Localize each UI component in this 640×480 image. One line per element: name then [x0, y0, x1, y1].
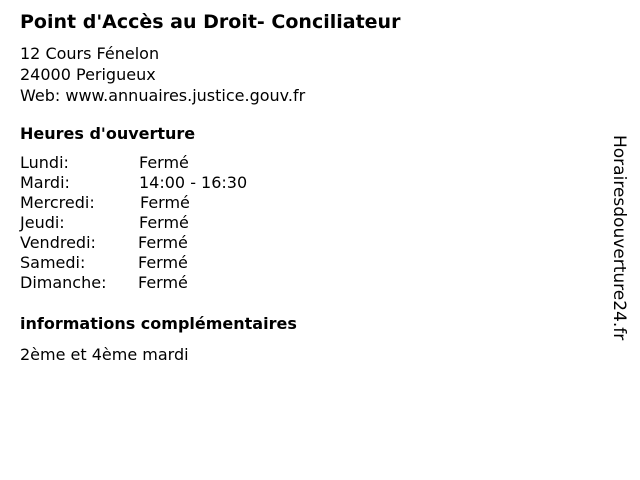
info-text: 2ème et 4ème mardi — [20, 345, 189, 364]
hours-row-saturday — [20, 253, 320, 273]
day-label: Samedi: — [20, 253, 86, 272]
day-hours: Fermé — [140, 193, 190, 212]
day-label: Dimanche: — [20, 273, 107, 292]
hours-row-thursday — [20, 213, 320, 233]
day-hours: Fermé — [138, 273, 188, 292]
address-block — [20, 43, 305, 106]
day-label: Mercredi: — [20, 193, 95, 212]
hours-row-wednesday — [20, 193, 320, 213]
hours-row-monday — [20, 153, 320, 173]
watermark-text: Horairesdouverture24.fr — [609, 135, 629, 341]
hours-heading: Heures d'ouverture — [20, 124, 196, 143]
info-heading: informations complémentaires — [20, 314, 297, 333]
day-label: Lundi: — [20, 153, 69, 172]
address-street: 12 Cours Fénelon — [20, 44, 160, 63]
day-hours: 14:00 - 16:30 — [139, 173, 248, 192]
day-hours: Fermé — [139, 153, 189, 172]
day-label: Vendredi: — [20, 233, 96, 252]
hours-table — [20, 153, 320, 293]
day-hours: Fermé — [139, 213, 189, 232]
hours-row-friday — [20, 233, 320, 253]
page-title: Point d'Accès au Droit- Conciliateur — [20, 11, 401, 33]
address-web: Web: www.annuaires.justice.gouv.fr — [20, 86, 306, 105]
hours-row-tuesday — [20, 173, 320, 193]
day-label: Jeudi: — [20, 213, 65, 232]
hours-row-sunday — [20, 273, 320, 293]
day-hours: Fermé — [138, 233, 188, 252]
day-label: Mardi: — [20, 173, 70, 192]
day-hours: Fermé — [138, 253, 188, 272]
address-city: 24000 Perigueux — [20, 65, 156, 84]
